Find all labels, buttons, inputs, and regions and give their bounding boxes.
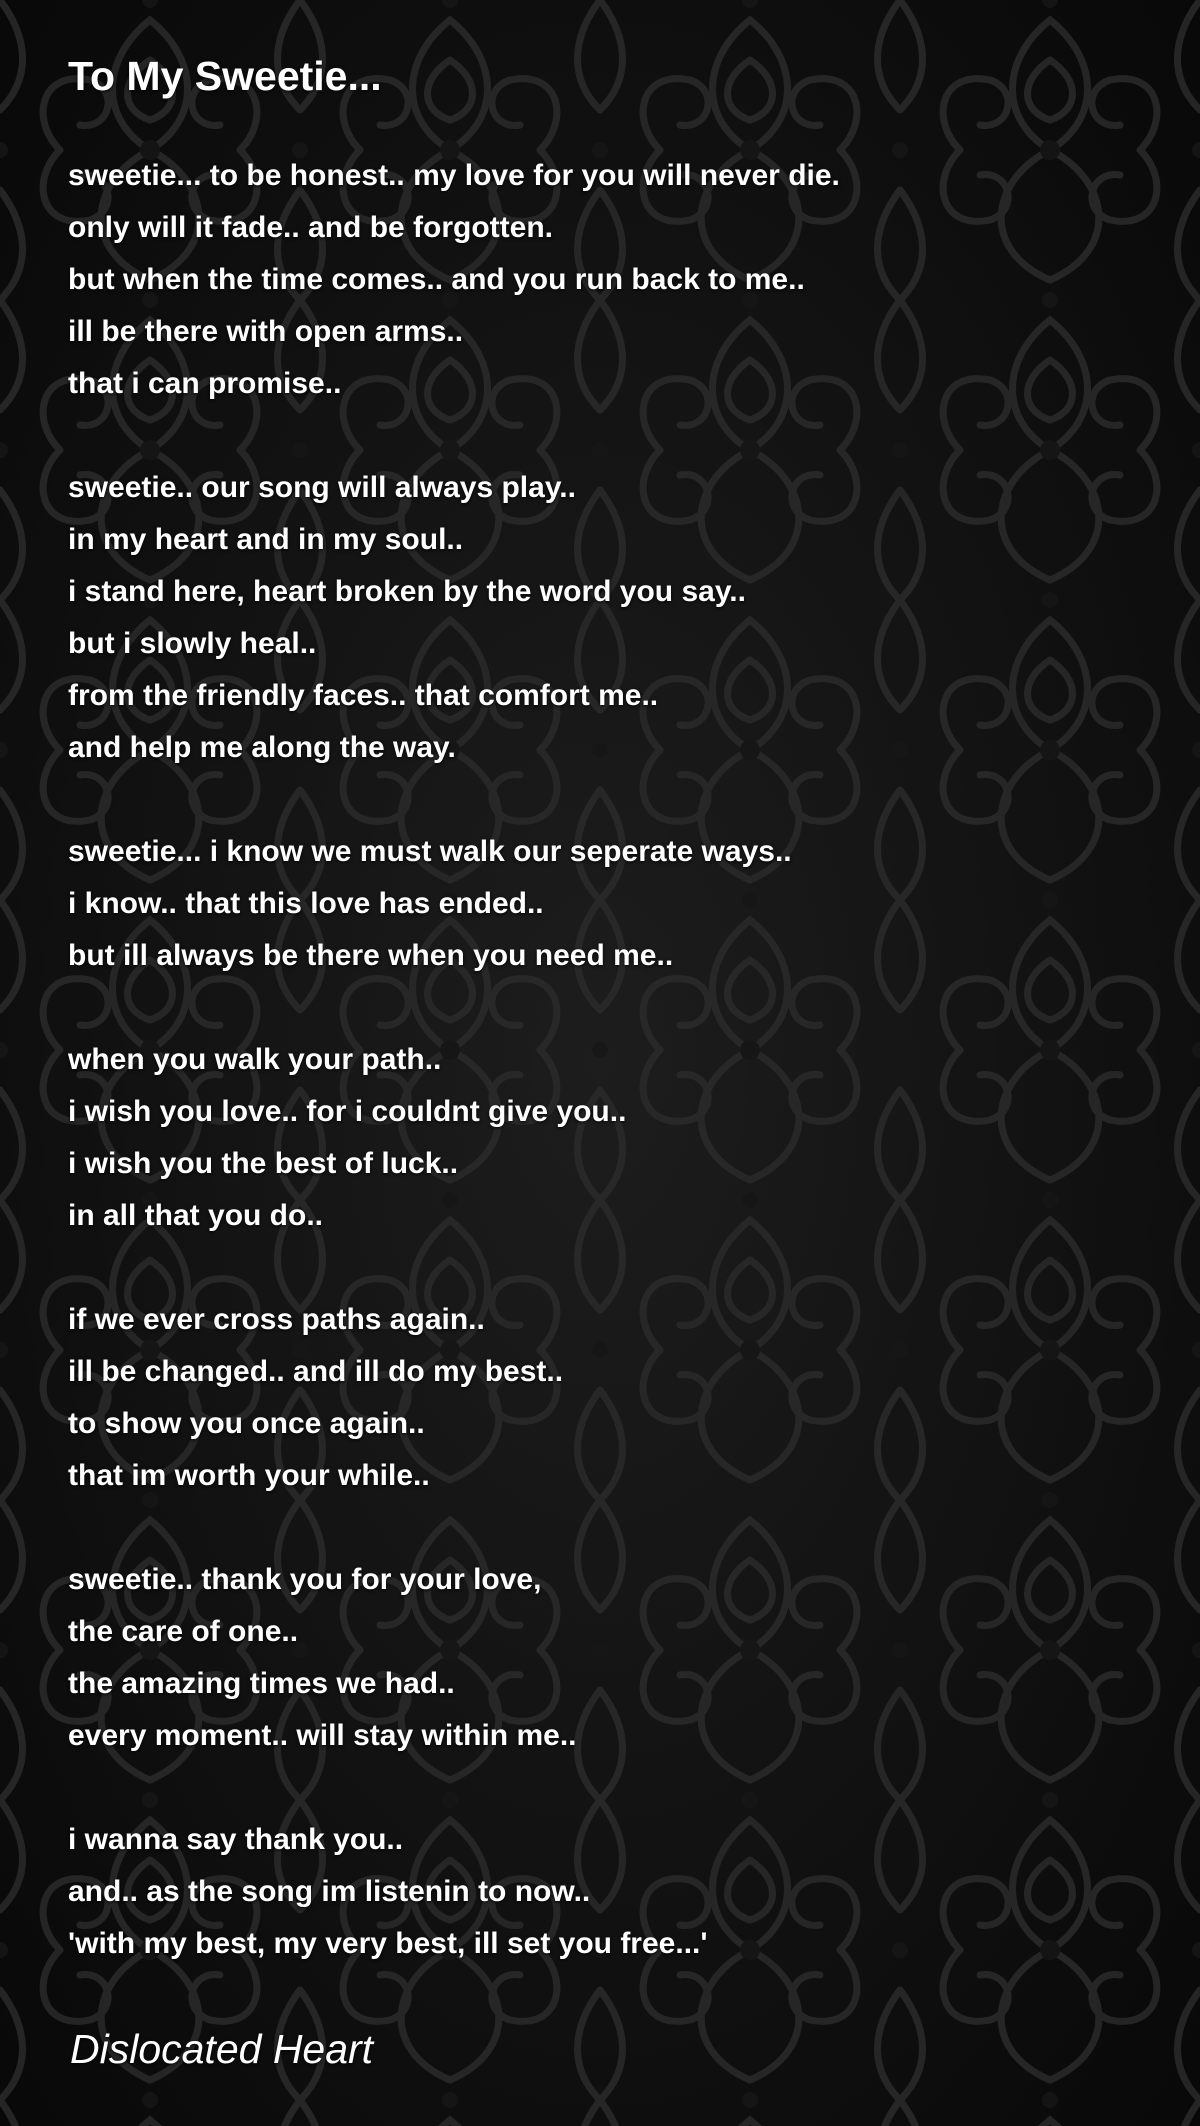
- poem-line: that im worth your while..: [68, 1459, 430, 1492]
- poem-line: but ill always be there when you need me..: [68, 939, 674, 972]
- poem-line: sweetie.. our song will always play..: [68, 471, 576, 504]
- poem-line: i wish you love.. for i couldnt give you..: [68, 1095, 627, 1128]
- poem-line: i know.. that this love has ended..: [68, 887, 544, 920]
- poem-line: i wanna say thank you..: [68, 1823, 404, 1856]
- poem-line: in all that you do..: [68, 1199, 323, 1232]
- poem-line: the amazing times we had..: [68, 1667, 455, 1700]
- poem-line: ill be changed.. and ill do my best..: [68, 1355, 564, 1388]
- poem-line: when you walk your path..: [68, 1043, 442, 1076]
- poem-line: i wish you the best of luck..: [68, 1147, 459, 1180]
- poem-line: ill be there with open arms..: [68, 315, 464, 348]
- poem-line: i stand here, heart broken by the word you say..: [68, 575, 746, 608]
- poem-line: every moment.. will stay within me..: [68, 1719, 577, 1752]
- stanza: [68, 1814, 1168, 1970]
- poem-line: and help me along the way.: [68, 731, 456, 764]
- poem-line: sweetie... i know we must walk our seperate ways..: [68, 835, 792, 868]
- poem-line: and.. as the song im listenin to now..: [68, 1875, 591, 1908]
- poem-line: but when the time comes.. and you run back to me..: [68, 263, 805, 296]
- stanza: [68, 462, 1168, 774]
- stanza: [68, 150, 1168, 410]
- poem-line: to show you once again..: [68, 1407, 425, 1440]
- poem-line: sweetie.. thank you for your love,: [68, 1563, 542, 1596]
- poem-title: To My Sweetie...: [68, 53, 382, 99]
- poem-line: from the friendly faces.. that comfort me..: [68, 679, 659, 712]
- stanza: [68, 1554, 1168, 1762]
- poem-body: [68, 150, 1168, 2022]
- poem-author: Dislocated Heart: [70, 2026, 374, 2072]
- poem-line: the care of one..: [68, 1615, 299, 1648]
- poem-line: in my heart and in my soul..: [68, 523, 464, 556]
- poem-line: but i slowly heal..: [68, 627, 317, 660]
- poem-line: that i can promise..: [68, 367, 342, 400]
- poem-line: sweetie... to be honest.. my love for you will never die.: [68, 159, 840, 192]
- poem-line: 'with my best, my very best, ill set you free...': [68, 1927, 708, 1960]
- stanza: [68, 1034, 1168, 1242]
- stanza: [68, 1294, 1168, 1502]
- stanza: [68, 826, 1168, 982]
- poem-line: only will it fade.. and be forgotten.: [68, 211, 554, 244]
- poem-line: if we ever cross paths again..: [68, 1303, 485, 1336]
